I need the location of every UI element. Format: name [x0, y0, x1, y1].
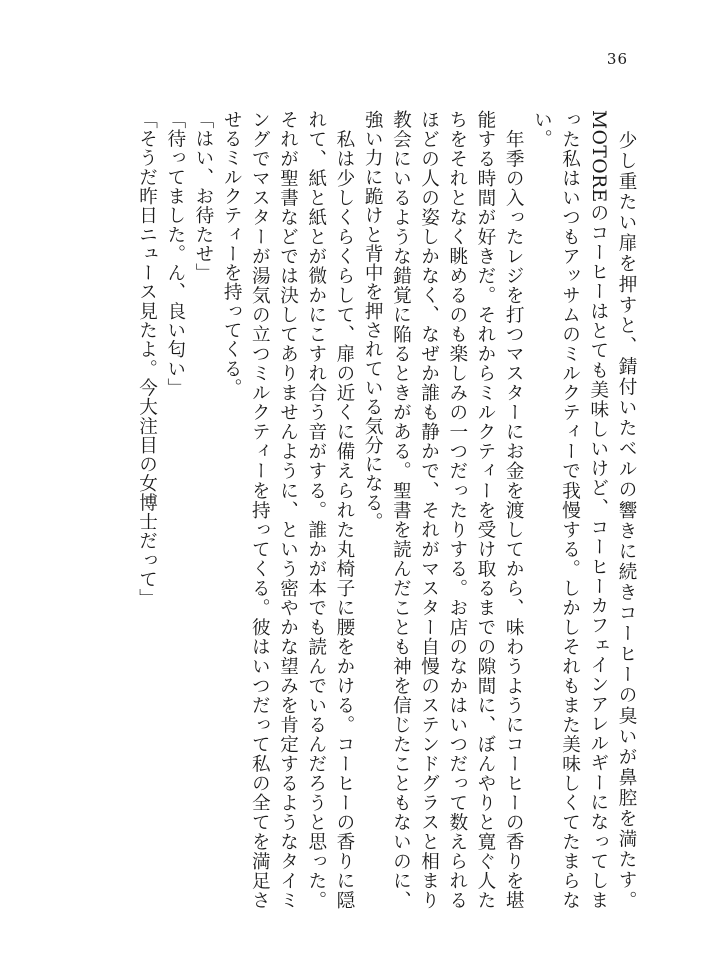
dialogue-line-3: 「そうだ昨日ニュース見たよ。今大注目の女博士だって」: [136, 110, 158, 608]
dialogue-line-1: 「はい、お待たせ」: [192, 110, 214, 283]
dialogue-line-2: 「待ってました。ん、良い匂い」: [164, 110, 186, 398]
page-number: 36: [606, 50, 628, 68]
body-text: [132, 110, 640, 910]
paragraph-2: 年季の入ったレジを打つマスターにお金を渡してから、味わうようにコーヒーの香りを堪能する時間が好きだ。それからミルクティーを受け取るまでの隙間に、ぼんやりと寛ぐ人たちをそれとなく眺めるのも楽しみの一つだったりする。お店のなかはいつだって数えられるほどの人の姿しかなく、なぜか誰も静かで、それがマスター自慢のステンドグラスと相まり教会にいるような錯覚に陥るときがある。聖書を読んだことも神を信じたこともないのに、強い力に跪けと背中を押されている気分になる。: [362, 110, 525, 910]
paragraph-3: 私は少しくらくらして、扉の近くに備えられた丸椅子に腰をかける。コーヒーの香りに隠れて、紙と紙とが微かにこすれ合う音がする。誰かが本でも読んでいるんだろうと思った。それが聖書などでは決してありませんように、という密やかな望みを肯定するようなタイミングでマスターが湯気の立つミルクティーを持ってくる。彼はいつだって私の全てを満足させるミルクティーを持ってくる。: [221, 110, 355, 910]
paragraph-1: 少し重たい扉を押すと、錆付いたベルの響きに続きコーヒーの臭いが鼻腔を満たす。MOTOREのコーヒーはとても美味しいけど、コーヒーカフェインアレルギーになってしまった私はいつもアッサムのミルクティーで我慢する。しかしそれもまた美味しくてたまらない。: [531, 110, 637, 910]
